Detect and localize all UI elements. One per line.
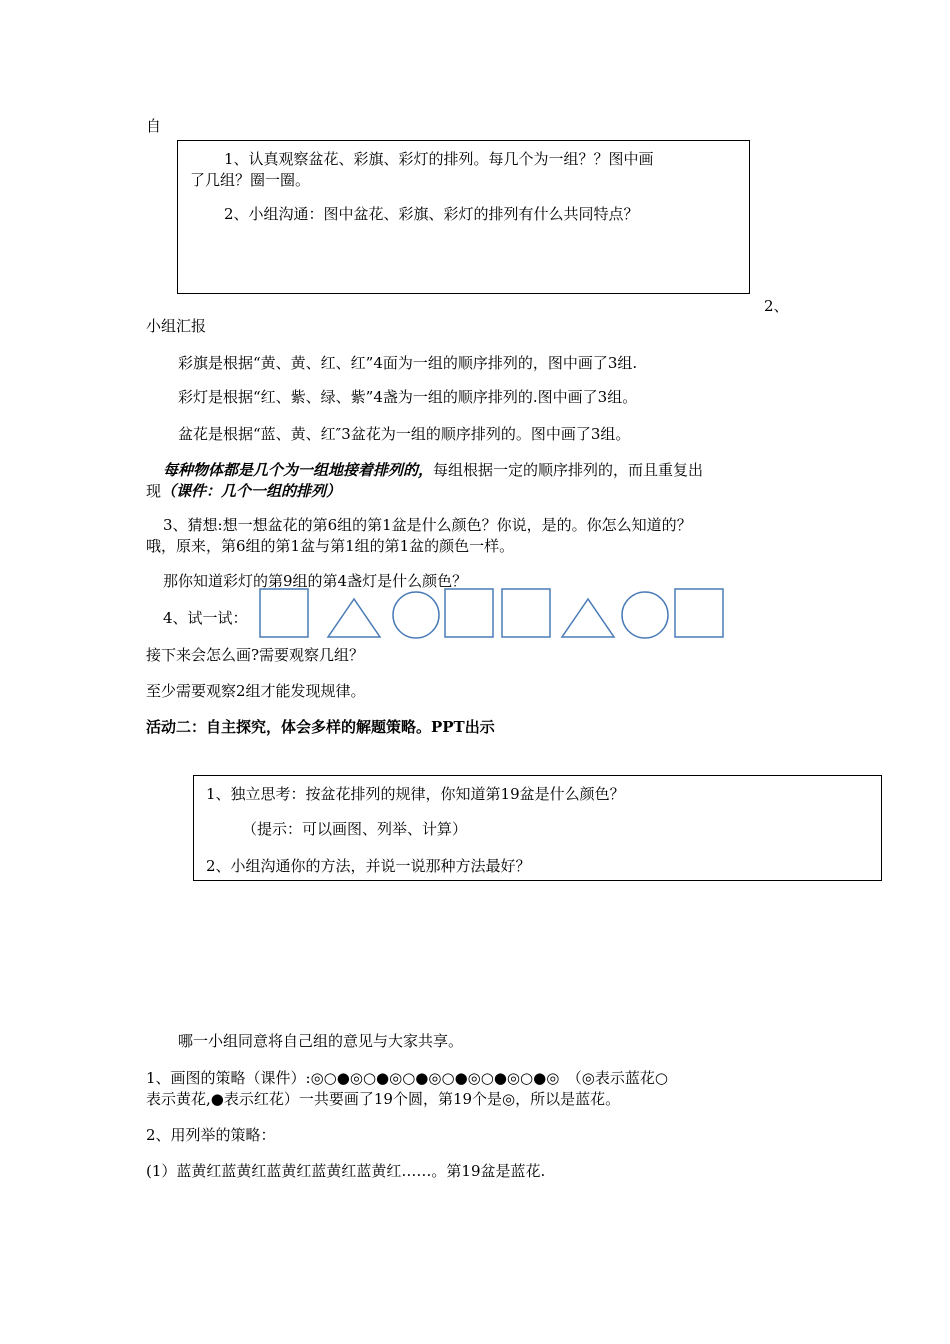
strategy-1-line-1: 1、画图的策略（课件）:◎○●◎○●◎○●◎○●◎○●◎○●◎ （◎表示蓝花○ — [146, 1069, 668, 1087]
strategy-2-heading: 2、用列举的策略： — [146, 1126, 276, 1144]
square-shape — [502, 589, 550, 637]
summary-line-2 — [146, 481, 341, 501]
next-question: 接下来会怎么画?需要观察几组？ — [146, 646, 365, 664]
courseware-note: （课件：几个一组的排列） — [161, 482, 342, 500]
shape-sequence — [255, 585, 727, 645]
summary-line2-start: 现 — [146, 482, 162, 500]
guess-line-2: 哦，原来，第6组的第1盆与第1组的第1盆的颜色一样。 — [146, 537, 515, 555]
task2-line1: 1、独立思考：按盆花排列的规律，你知道第19盆是什么颜色？ — [206, 785, 625, 803]
flag-description: 彩旗是根据“黄、黄、红、红”4面为一组的顺序排列的，图中画了3组. — [178, 354, 638, 372]
lamp-description: 彩灯是根据“红、紫、绿、紫”4盏为一组的顺序排列的.图中画了3组。 — [178, 388, 638, 406]
square-shape — [260, 589, 308, 637]
item-number-2: 2、 — [764, 297, 789, 315]
triangle-shape — [562, 599, 614, 637]
task-box-2 — [193, 775, 882, 881]
circle-shape — [622, 592, 668, 638]
square-shape — [675, 589, 723, 637]
task1-line1b: 了几组？圈一圈。 — [190, 171, 311, 189]
lamp-question: 那你知道彩灯的第9组的第4盏灯是什么颜色？ — [163, 572, 468, 590]
summary-emphasis: 每种物体都是几个为一组地接着排列的， — [163, 461, 434, 479]
strategy-1-line-2: 表示黄花,●表示红花）一共要画了19个圆，第19个是◎，所以是蓝花。 — [146, 1090, 621, 1108]
guess-line-1: 3、猜想:想一想盆花的第6组的第1盆是什么颜色？你说，是的。你怎么知道的？ — [163, 516, 692, 534]
square-shape — [445, 589, 493, 637]
task2-line3: 2、小组沟通你的方法，并说一说那种方法最好？ — [206, 857, 531, 875]
summary-rest: 每组根据一定的顺序排列的，而且重复出 — [433, 461, 704, 479]
margin-char: 自 — [146, 117, 162, 135]
flower-description: 盆花是根据“蓝、黄、红″3盆花为一组的顺序排列的。图中画了3组。 — [178, 425, 631, 443]
list-strategy-1: (1）蓝黄红蓝黄红蓝黄红蓝黄红蓝黄红……。第19盆是蓝花. — [146, 1162, 546, 1180]
at-least-answer: 至少需要观察2组才能发现规律。 — [146, 682, 366, 700]
task-box-1 — [177, 140, 750, 294]
share-sentence: 哪一小组同意将自己组的意见与大家共享。 — [178, 1032, 464, 1050]
triangle-shape — [328, 599, 380, 637]
try-it-label: 4、试一试： — [163, 609, 248, 627]
group-report-heading: 小组汇报 — [146, 317, 207, 335]
summary-line-1 — [163, 460, 703, 480]
activity-2-heading: 活动二：自主探究，体会多样的解题策略。PPT出示 — [146, 718, 495, 736]
task1-line1a: 1、认真观察盆花、彩旗、彩灯的排列。每几个为一组？？图中画 — [224, 150, 654, 168]
task1-line2: 2、小组沟通：图中盆花、彩旗、彩灯的排列有什么共同特点？ — [224, 205, 639, 223]
task2-line2: （提示：可以画图、列举、计算） — [242, 820, 468, 838]
circle-shape — [393, 592, 439, 638]
